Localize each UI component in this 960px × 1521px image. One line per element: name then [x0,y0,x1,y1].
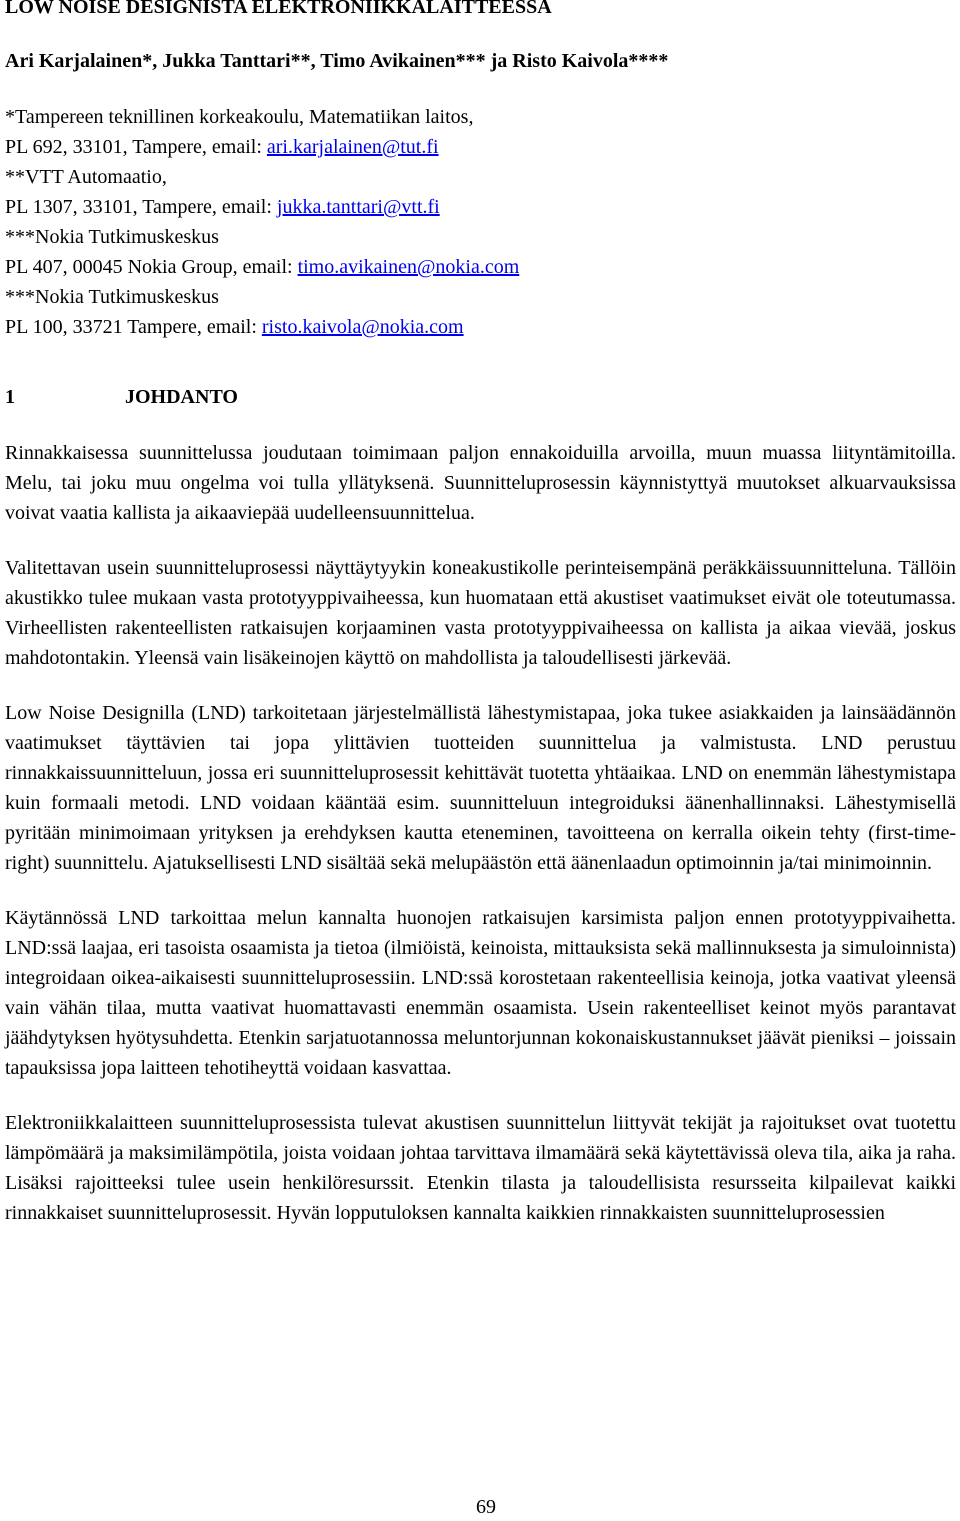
section-heading [5,384,956,410]
affiliation-line: **VTT Automaatio, [5,166,167,188]
body-paragraph: Rinnakkaisessa suunnittelussa joudutaan toimimaan paljon ennakoiduilla arvoilla, muun muassa liityntämitoilla. Melu, tai joku muu ongelma voi tulla yllätyksenä. Suunnitteluprosessin käynnistyttyä muutokset alkuarvauksissa voivat vaatia kallista ja aikaaviepää uudelleensuunnittelua. [5,442,956,524]
affiliation-line: PL 1307, 33101, Tampere, email: jukka.tanttari@vtt.fi [5,196,440,218]
paper-title: LOW NOISE DESIGNISTA ELEKTRONIIKKALAITTEESSA [5,0,552,18]
affiliation-line: PL 407, 00045 Nokia Group, email: timo.avikainen@nokia.com [5,256,520,278]
document-page [5,0,956,1228]
affiliation-line: PL 692, 33101, Tampere, email: ari.karjalainen@tut.fi [5,136,439,158]
affiliation-line: ***Nokia Tutkimuskeskus [5,226,219,248]
body-paragraph: Elektroniikkalaitteen suunnitteluprosessista tulevat akustisen suunnittelun liittyvät tekijät ja rajoitukset ovat tuotettu lämpömäärä ja maksimilämpötila, joista voidaan johtaa tarvittava ilmamäärä sekä käytettävissä oleva tila, aika ja raha. Lisäksi rajoitteeksi tulee usein henkilöresurssit. Etenkin tilasta ja taloudellisista resursseita kilpailevat kaikki rinnakkaiset suunnitteluprosessit. Hyvän lopputuloksen kannalta kaikkien rinnakkaisten suunnitteluprosessien [5,1112,956,1224]
body-paragraph: Valitettavan usein suunnitteluprosessi näyttäytyykin koneakustikolle perinteisempänä peräkkäissuunnitteluna. Tällöin akustikko tulee mukaan vasta prototyyppivaiheessa, kun huomataan että akustiset vaatimukset eivät ole toteutumassa. Virheellisten rakenteellisten ratkaisujen korjaaminen vasta prototyyppivaiheessa on kallista ja aikaa vievää, joskus mahdotontakin. Yleensä vain lisäkeinojen käyttö on mahdollista ja taloudellisesti järkevää. [5,557,956,669]
affiliations-block [5,102,956,342]
body-paragraph: Low Noise Designilla (LND) tarkoitetaan järjestelmällistä lähestymistapaa, joka tukee asiakkaiden ja lainsäädännön vaatimukset täyttävien tai jopa ylittävien tuotteiden suunnittelua ja valmistusta. LND perustuu rinnakkaissuunnitteluun, jossa eri suunnitteluprosessit kehittävät tuotetta yhtäaikaa. LND on enemmän lähestymistapa kuin formaali metodi. LND voidaan kääntää esim. suunnitteluun integroiduksi äänenhallinnaksi. Lähestymisellä pyritään minimoimaan yrityksen ja erehdyksen kautta eteneminen, tavoitteena on kerralla oikein tehty (first-time-right) suunnittelu. Ajatuksellisesti LND sisältää sekä melupäästön että äänenlaadun optimoinnin ja/tai minimoinnin. [5,702,956,874]
affiliation-line: ***Nokia Tutkimuskeskus [5,286,219,308]
section-number: 1 [5,386,15,408]
page-number: 69 [476,1496,496,1518]
affiliation-line: PL 100, 33721 Tampere, email: risto.kaivola@nokia.com [5,316,464,338]
email-link[interactable]: ari.karjalainen@tut.fi [266,136,439,158]
email-link[interactable]: timo.avikainen@nokia.com [297,256,520,278]
body-paragraph: Käytännössä LND tarkoittaa melun kannalta huonojen ratkaisujen karsimista paljon ennen prototyyppivaihetta. LND:ssä laajaa, eri tasoista osaamista ja tietoa (ilmiöistä, keinoista, mittauksista sekä mallinnuksesta ja simuloinnista) integroidaan oikea-aikaisesti suunnitteluprosessiin. LND:ssä korostetaan rakenteellisia keinoja, jotka vaativat yleensä vain vähän tilaa, mutta vaativat huomattavasti enemmän osaamista. Usein rakenteelliset keinot myös parantavat jäähdytyksen hyötysuhdetta. Etenkin sarjatuotannossa meluntorjunnan kokonaiskustannukset jäävät pieniksi – joissain tapauksissa jopa laitteen tehotiheyttä voidaan kasvattaa. [5,907,956,1079]
email-link[interactable]: jukka.tanttari@vtt.fi [276,196,440,218]
author-list: Ari Karjalainen*, Jukka Tanttari**, Timo Avikainen*** ja Risto Kaivola**** [5,50,669,72]
email-link[interactable]: risto.kaivola@nokia.com [261,316,464,338]
affiliation-line: *Tampereen teknillinen korkeakoulu, Matematiikan laitos, [5,106,474,128]
section-title: JOHDANTO [125,386,238,408]
